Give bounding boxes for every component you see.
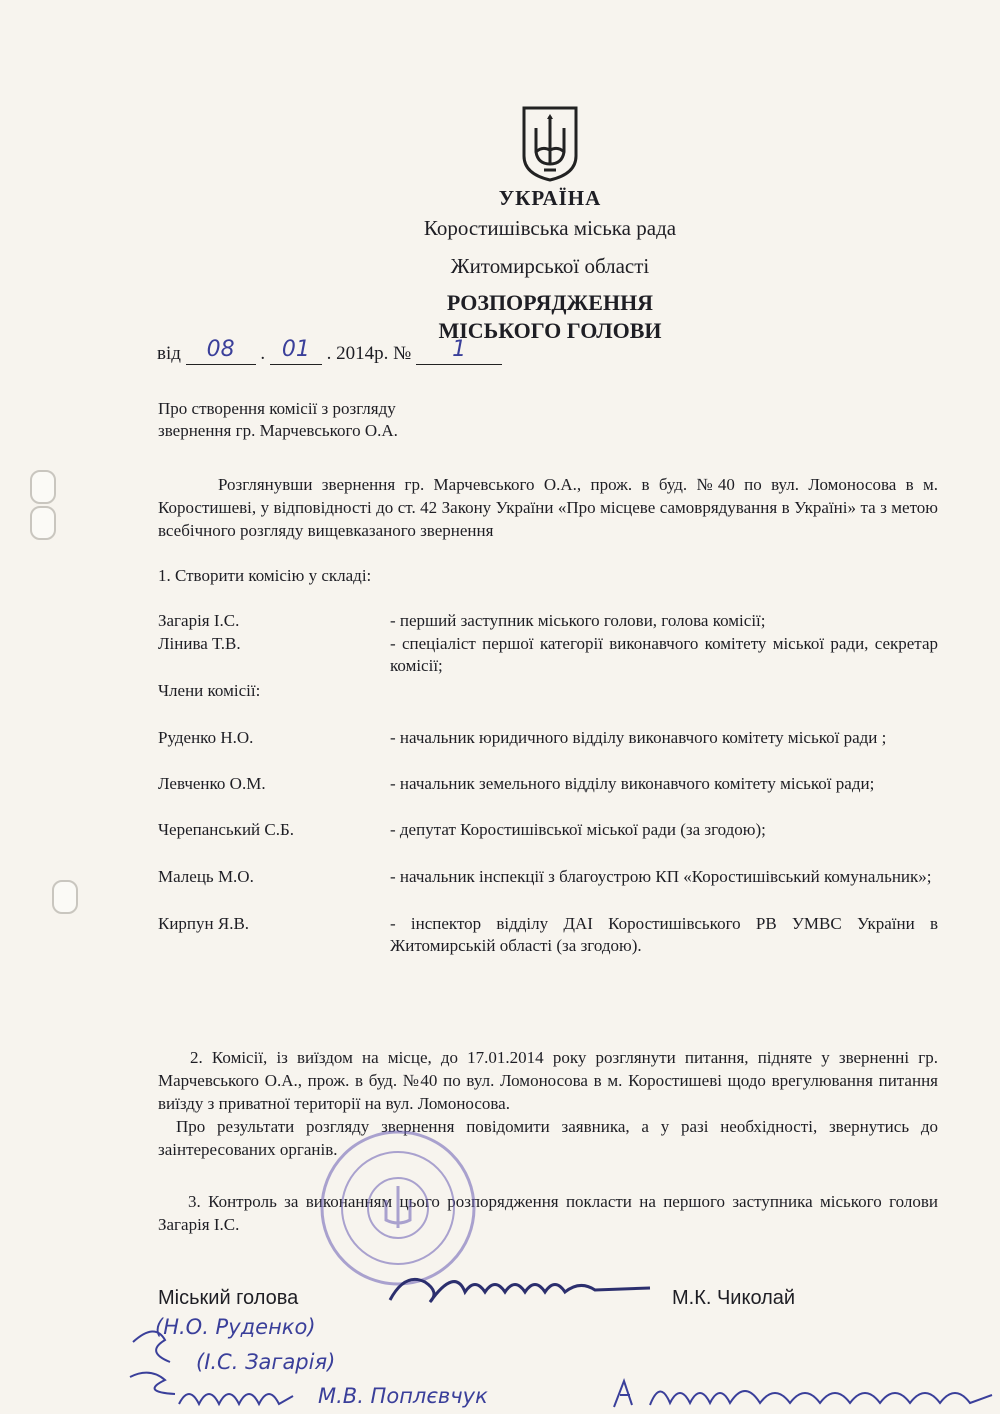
date-year-text: . 2014р. № bbox=[326, 343, 412, 364]
member-name: Черепанський С.Б. bbox=[158, 820, 294, 839]
punch-hole bbox=[30, 470, 56, 504]
subject-line-2: звернення гр. Марчевського О.А. bbox=[158, 421, 398, 440]
item-3-paragraph: 3. Контроль за виконанням цього розпорядження покласти на першого заступника міського голови Загарія І.С. bbox=[158, 1192, 938, 1234]
approval-line-1: (Н.О. Руденко) bbox=[155, 1315, 316, 1339]
preamble-paragraph: Розглянувши звернення гр. Марчевського О.А., прож. в буд. №40 по вул. Ломоносова в м. Коростишеві, у відповідності до ст. 42 Закону України «Про місцеве самоврядування в Україні» та з метою всебічного розгляду вищевказаного звернення bbox=[158, 475, 938, 540]
commission-role: - спеціаліст першої категорії виконавчого комітету міської ради, секретар комісії; bbox=[390, 634, 938, 675]
punch-hole bbox=[30, 506, 56, 540]
member-role: - начальник юридичного відділу виконавчого комітету міської ради ; bbox=[390, 728, 887, 747]
council-name: Коростишівська міська рада bbox=[423, 216, 677, 240]
commission-name: Лінива Т.В. bbox=[158, 634, 241, 653]
item-2-continuation: Про результати розгляду звернення повідомити заявника, а у разі необхідності, звернутись до заінтересованих органів. bbox=[158, 1117, 938, 1159]
member-name: Руденко Н.О. bbox=[158, 728, 254, 747]
commission-name: Загарія І.С. bbox=[158, 611, 240, 630]
approval-initials-2 bbox=[196, 1350, 335, 1374]
date-line: від 08 . 01 . 2014р. № 1 bbox=[157, 342, 502, 365]
item-2-paragraph bbox=[158, 1046, 938, 1161]
country-title: УКРАЇНА bbox=[498, 186, 602, 210]
document-issuer: МІСЬКОГО ГОЛОВИ bbox=[438, 318, 662, 343]
member-role: - інспектор відділу ДАІ Коростишівського РВ УМВС України в Житомирській області (за згодою). bbox=[390, 914, 938, 955]
region-name: Житомирської області bbox=[450, 254, 650, 278]
approval-line-3: М.В. Поплєвчук bbox=[318, 1384, 488, 1408]
date-month: 01 bbox=[281, 337, 310, 362]
approval-line-2: (І.С. Загарія) bbox=[196, 1350, 336, 1374]
document-number: 1 bbox=[452, 337, 467, 362]
document-type: РОЗПОРЯДЖЕННЯ bbox=[446, 290, 654, 315]
subject-line-1: Про створення комісії з розгляду bbox=[158, 399, 396, 418]
member-role: - начальник інспекції з благоустрою КП «Коростишівський комунальник»; bbox=[390, 867, 932, 886]
date-month-field bbox=[270, 337, 322, 365]
item-1-heading: 1. Створити комісію у складі: bbox=[158, 566, 372, 585]
member-role: - начальник земельного відділу виконавчого комітету міської ради; bbox=[390, 774, 875, 793]
date-prefix: від bbox=[157, 343, 181, 364]
member-role: - депутат Коростишівської міської ради (за згодою); bbox=[390, 820, 766, 839]
member-name: Левченко О.М. bbox=[158, 774, 266, 793]
approval-signature-3 bbox=[610, 1375, 995, 1413]
official-stamp bbox=[318, 1128, 478, 1288]
approval-initials-3 bbox=[318, 1384, 488, 1408]
member-name: Кирпун Я.В. bbox=[158, 914, 250, 933]
members-label: Члени комісії: bbox=[158, 681, 261, 700]
mayor-name: М.К. Чиколай bbox=[672, 1287, 796, 1309]
approval-signature-2 bbox=[175, 1382, 295, 1412]
document-number-field bbox=[416, 337, 502, 365]
punch-hole bbox=[52, 880, 78, 914]
item-2-text: 2. Комісії, із виїздом на місце, до 17.01.2014 року розглянути питання, підняте у зверненні гр. Марчевського О.А., прож. в буд. №40 по вул. Ломоносова в м. Коростишеві щодо врегулювання питання виїзду з приватної території на вул. Ломоносова. bbox=[158, 1048, 938, 1113]
subject bbox=[158, 398, 398, 442]
approval-initials-1 bbox=[155, 1315, 316, 1339]
member-name: Малець М.О. bbox=[158, 867, 254, 886]
date-day: 08 bbox=[206, 337, 235, 362]
commission-role: - перший заступник міського голови, голова комісії; bbox=[390, 611, 766, 630]
coat-of-arms-icon bbox=[520, 104, 580, 182]
mayor-title: Міський голова bbox=[158, 1287, 299, 1309]
date-day-field bbox=[186, 337, 256, 365]
